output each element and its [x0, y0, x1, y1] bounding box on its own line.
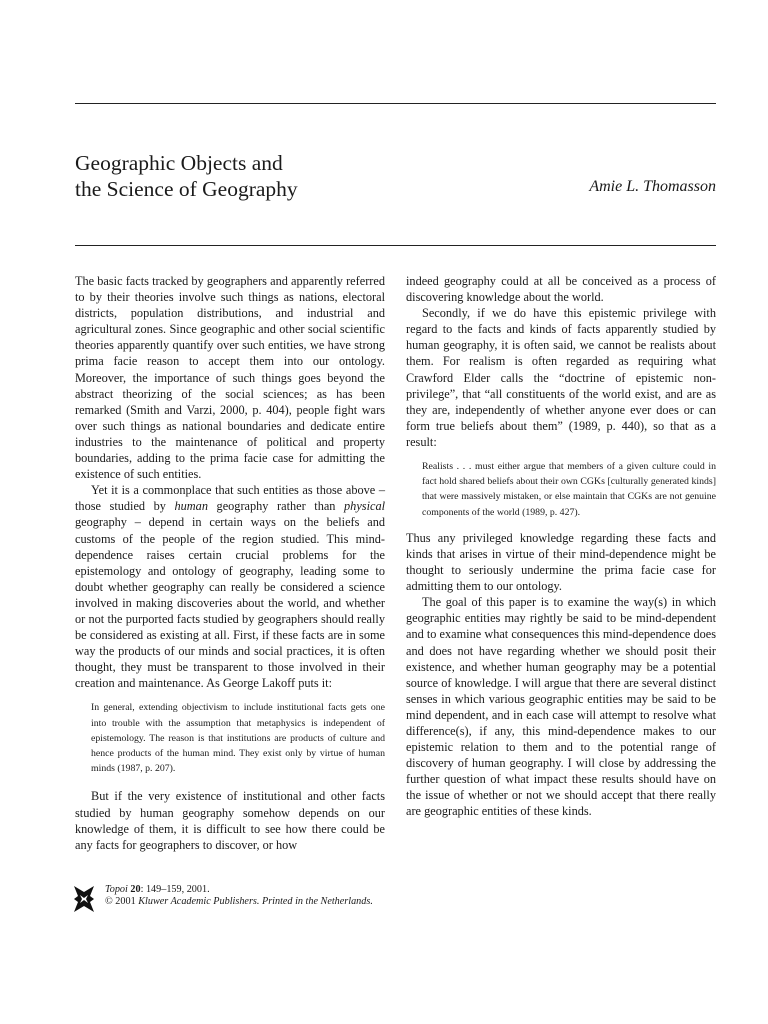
title-line-2: the Science of Geography [75, 177, 298, 201]
article-title [75, 150, 298, 202]
page-footer [72, 884, 432, 918]
journal-name: Topoi [105, 884, 128, 895]
block-quote: Realists . . . must either argue that members of a given culture could in fact hold shared beliefs about their own CGKs [culturally generated kinds] that were massively mistaken, or else maintain that CGKs are not genuine components of the world (1989, p. 427). [422, 461, 716, 518]
publisher-name: Kluwer Academic Publishers. Printed in the Netherlands. [138, 896, 373, 908]
title-line-1: Geographic Objects and [75, 151, 283, 175]
text-span: Yet it is a commonplace that such entities as those above – those studied by [75, 483, 385, 514]
right-column [406, 273, 716, 820]
text-span: geography rather than [207, 499, 345, 514]
left-column [75, 273, 385, 853]
copyright-year: 2001 [112, 896, 139, 908]
kluwer-logo-icon [72, 884, 96, 914]
block-quote: In general, extending objectivism to include institutional facts gets one into trouble with the assumption that metaphysics is independent of epistemology. The reason is that institutions are products of culture and hence products of the human mind. They exist only by virtue of human minds (1987, p. 207). [91, 702, 385, 775]
paragraph: Secondly, if we do have this epistemic privilege with regard to the facts and kinds of facts apparently studied by human geography, it is often said, we cannot be realists about them. For realism is often regarded as requiring what Crawford Elder calls the “doctrine of epistemic non-privilege”, that “all constituents of the world exist, and are as they are, independently of whether anyone ever does or can form true beliefs about them” (1989, p. 440), so that as a result: [406, 306, 716, 449]
paragraph: The goal of this paper is to examine the way(s) in which geographic entities may rightly be said to be mind-dependent and to examine what consequences this mind-dependence does and does not have regarding whether we should posit their existence, and whether human geography may be a potential source of knowledge. I will argue that there are several distinct senses in which various geographic entities may be said to be mind dependent, and in each case will attempt to resolve what difference(s), if any, this mind-dependence makes to our epistemic relation to them and to the potential range of discovery of human geography. I will close by addressing the further question of what impact these results should have on the issue of whether or not we should accept that there really are geographic entities of these kinds. [406, 595, 716, 819]
paragraph: indeed geography could at all be conceived as a process of discovering knowledge about the world. [406, 274, 716, 305]
emphasis: physical [344, 499, 386, 514]
page-range: : 149–159, 2001. [140, 884, 210, 895]
paragraph: But if the very existence of institutional and other facts studied by human geography somehow depends on our knowledge of them, it is difficult to see how there could be any facts for geographers to discover, or how [75, 789, 385, 852]
bottom-rule [75, 245, 716, 246]
copyright-symbol: © [105, 896, 113, 908]
copyright-line [105, 896, 373, 908]
volume-number: 20 [130, 884, 141, 895]
paragraph [75, 482, 385, 691]
text-span: geography – depend in certain ways on the beliefs and customs of the people of the region studied. This mind-dependence raises certain crucial problems for the epistemology and ontology of geography, leading some to doubt whether geography can really be considered a science involved in making discoveries about the world, and whether or not the purported facts studied by geographers should really be considered as existing at all. First, if these facts are in some way the products of our minds and social practices, it is often thought, they must be transparent to those involved in their creation and maintenance. As George Lakoff puts it: [75, 515, 385, 691]
top-rule [75, 103, 716, 104]
paragraph: Thus any privileged knowledge regarding these facts and kinds that arises in virtue of their mind-dependence might be thought to seriously undermine the prima facie case for admitting them to our ontology. [406, 530, 716, 594]
citation-line [105, 884, 373, 896]
publication-info [105, 884, 373, 909]
emphasis: human [174, 499, 208, 514]
author-name: Amie L. Thomasson [589, 178, 716, 195]
paragraph: The basic facts tracked by geographers and apparently referred to by their theories involve such things as nations, electoral districts, population distributions, and industrial and agricultural zones. Since geographic and other social scientific theories apparently quantify over such entities, we have strong prima facie reason to accept them into our ontology. Moreover, the importance of such things goes beyond the abstract theorizing of the social sciences; as has been remarked (Smith and Varzi, 2000, p. 404), people fight wars over such things as national boundaries and dedicate entire industries to the maintenance of political and property boundaries, adding to the prima facie case for admitting the existence of such entities. [75, 274, 385, 482]
